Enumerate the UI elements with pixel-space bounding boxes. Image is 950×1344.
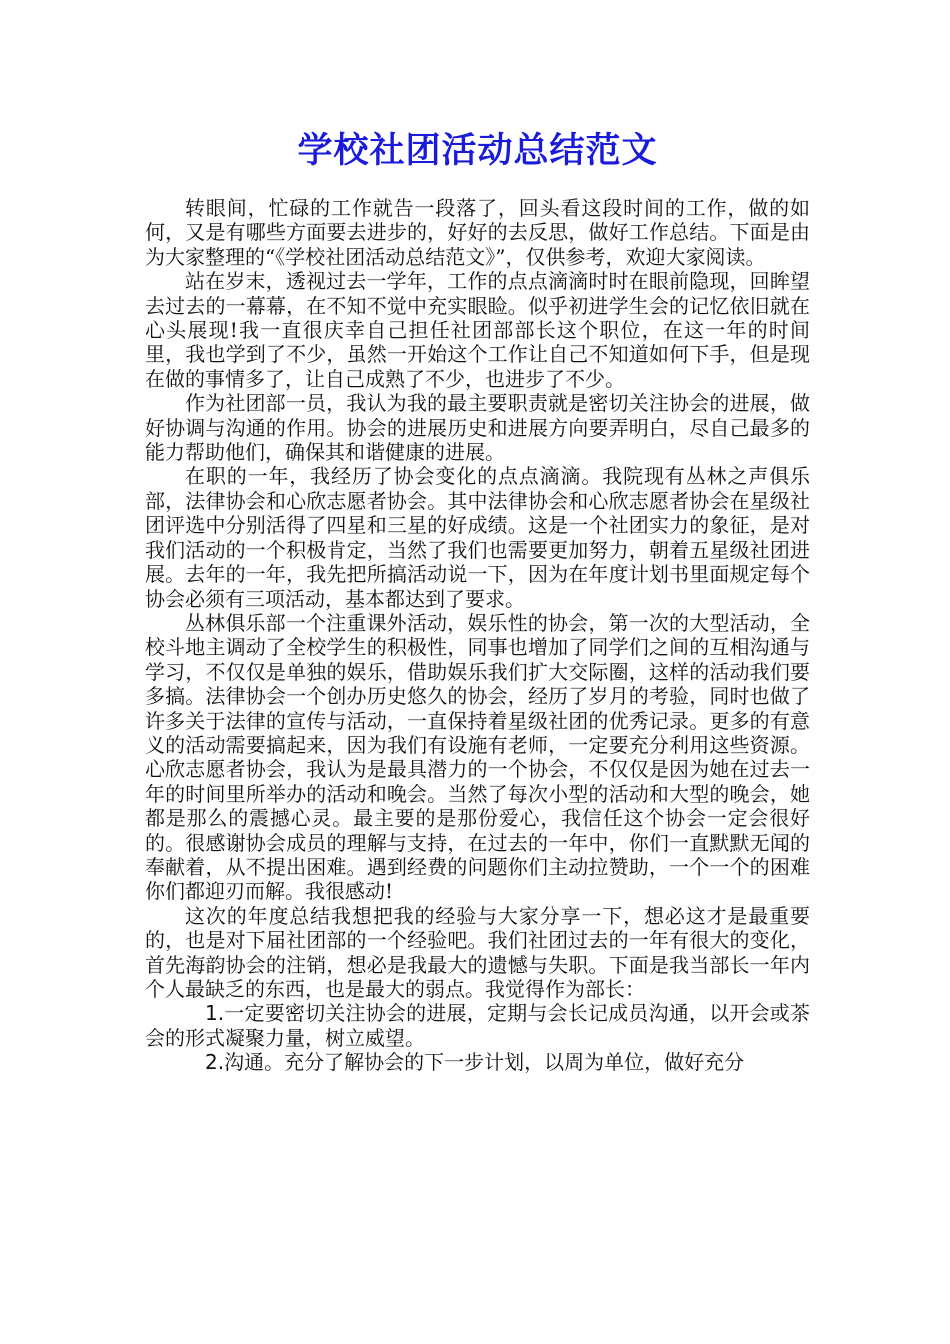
document-title: 学校社团活动总结范文 (297, 130, 658, 171)
paragraph-activities: 丛林俱乐部一个注重课外活动，娱乐性的协会，第一次的大型活动，全校斗地主调动了全校学生的积极性，同事也增加了同学们之间的互相沟通与学习，不仅仅是单独的娱乐，借助娱乐我们扩大交际圈，这样的活动我们要多搞。法律协会一个创办历史悠久的协会，经历了岁月的考验，同时也做了许多关于法律的宣传与活动，一直保持着星级社团的优秀记录。更多的有意义的活动需要搞起来，因为我们有设施有老师，一定要充分利用这些资源。心欣志愿者协会，我认为是最具潜力的一个协会，不仅仅是因为她在过去一年的时间里所举办的活动和晚会。当然了每次小型的活动和大型的晚会，她都是那么的震撼心灵。最主要的是那份爱心，我信任这个协会一定会很好的。很感谢协会成员的理解与支持，在过去的一年中，你们一直默默无闻的奉献着，从不提出困难。遇到经费的问题你们主动拉赞助，一个一个的困难你们都迎刃而解。我很感动! (145, 610, 810, 904)
paragraph-experience: 这次的年度总结我想把我的经验与大家分享一下，想必这才是最重要的，也是对下届社团部的一个经验吧。我们社团过去的一年有很大的变化，首先海韵协会的注销，想必是我最大的遗憾与失职。下面是我当部长一年内个人最缺乏的东西，也是最大的弱点。我觉得作为部长： (145, 903, 810, 1001)
document-body (145, 196, 810, 1075)
paragraph-year-end: 站在岁末，透视过去一学年，工作的点点滴滴时时在眼前隐现，回眸望去过去的一幕幕，在不知不觉中充实眼睑。似乎初进学生会的记忆依旧就在心头展现!我一直很庆幸自己担任社团部部长这个职位，在这一年的时间里，我也学到了不少，虽然一开始这个工作让自己不知道如何下手，但是现在做的事情多了，让自己成熟了不少，也进步了不少。 (145, 269, 810, 391)
list-item-number: 1. (205, 1001, 225, 1026)
paragraph-associations: 在职的一年，我经历了协会变化的点点滴滴。我院现有丛林之声俱乐部，法律协会和心欣志愿者协会。其中法律协会和心欣志愿者协会在星级社团评选中分别活得了四星和三星的好成绩。这是一个社团实力的象征，是对我们活动的一个积极肯定，当然了我们也需要更加努力，朝着五星级社团进展。去年的一年，我先把所搞活动说一下，因为在年度计划书里面规定每个协会必须有三项活动，基本都达到了要求。 (145, 464, 810, 611)
paragraph-duty: 作为社团部一员，我认为我的最主要职责就是密切关注协会的进展，做好协调与沟通的作用。协会的进展历史和进展方向要弄明白，尽自己最多的能力帮助他们，确保其和谐健康的进展。 (145, 391, 810, 465)
list-item (145, 1050, 810, 1074)
list-item (145, 1001, 810, 1050)
list-item-text: 沟通。充分了解协会的下一步计划，以周为单位，做好充分 (224, 1050, 745, 1075)
paragraph-intro: 转眼间，忙碌的工作就告一段落了，回头看这段时间的工作，做的如何，又是有哪些方面要去进步的，好好的去反思，做好工作总结。下面是由为大家整理的“《学校社团活动总结范文》”，仅供参考，欢迎大家阅读。 (145, 196, 810, 269)
list-item-text: 一定要密切关注协会的进展，定期与会长记成员沟通，以开会或茶会的形式凝聚力量，树立威望。 (145, 1001, 810, 1050)
list-item-number: 2. (205, 1050, 225, 1075)
